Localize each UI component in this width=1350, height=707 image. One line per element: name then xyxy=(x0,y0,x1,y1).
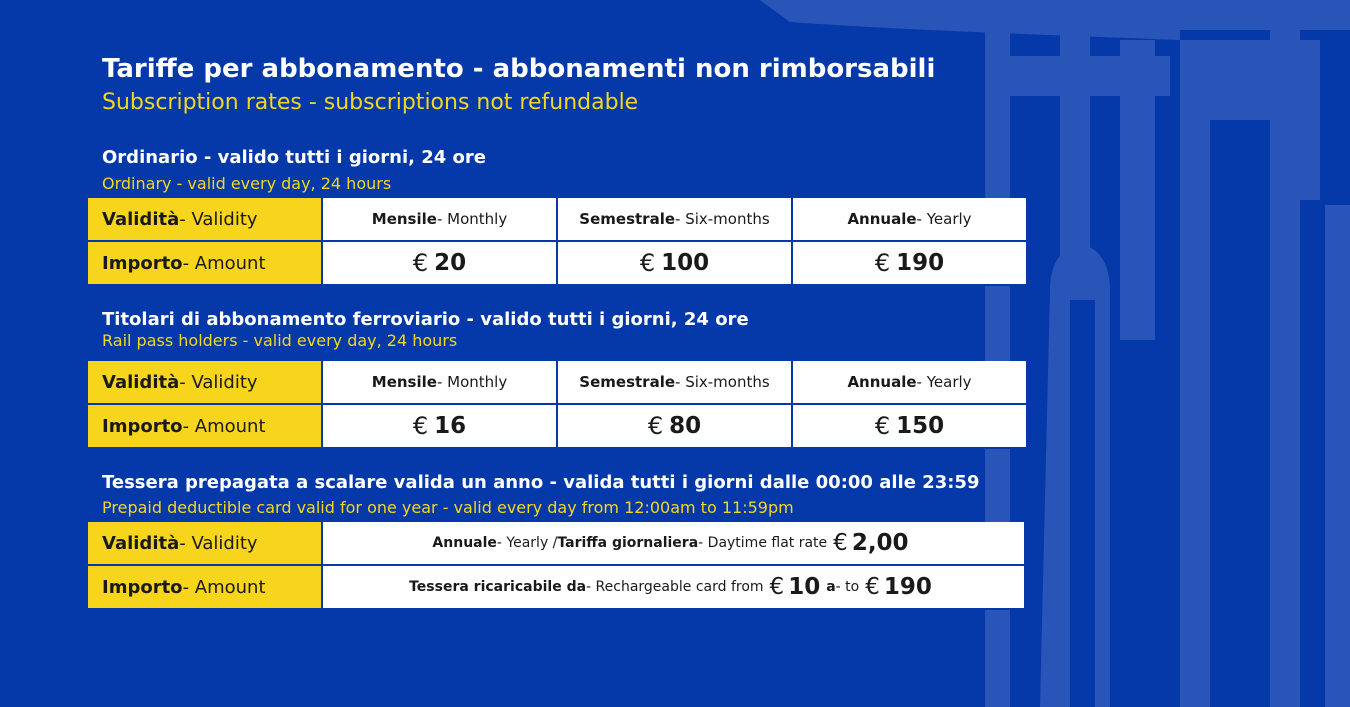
rail-rates-table xyxy=(88,361,1029,449)
prepaid-daily-rate: Annuale - Yearly / Tariffa giornaliera - Daytime flat rate € 2,00 xyxy=(323,522,1024,564)
prepaid-heading: Tessera prepagata a scalare valida un anno - valida tutti i giorni dalle 00:00 alle 23:59 xyxy=(102,472,980,493)
rail-heading: Titolari di abbonamento ferroviario - valido tutti i giorni, 24 ore xyxy=(102,309,749,330)
monthly-price: € 20 xyxy=(323,242,556,284)
ordinary-subheading: Ordinary - valid every day, 24 hours xyxy=(102,174,392,193)
rail-subheading: Rail pass holders - valid every day, 24 hours xyxy=(102,331,458,350)
monthly-price: € 16 xyxy=(323,405,556,447)
yearly-price: € 150 xyxy=(793,405,1026,447)
prepaid-rates-table xyxy=(88,522,1029,610)
semester-period: Semestrale - Six-months xyxy=(558,361,791,403)
page-subtitle: Subscription rates - subscriptions not refundable xyxy=(102,90,639,115)
amount-label: Importo - Amount xyxy=(88,242,321,284)
yearly-period: Annuale - Yearly xyxy=(793,361,1026,403)
validity-label: Validità - Validity xyxy=(88,361,321,403)
amount-label: Importo - Amount xyxy=(88,566,321,608)
prepaid-card-range: Tessera ricaricabile da - Rechargeable card from € 10 a - to € 190 xyxy=(323,566,1024,608)
semester-period: Semestrale - Six-months xyxy=(558,198,791,240)
semester-price: € 80 xyxy=(558,405,791,447)
semester-price: € 100 xyxy=(558,242,791,284)
monthly-period: Mensile - Monthly xyxy=(323,198,556,240)
prepaid-subheading: Prepaid deductible card valid for one year - valid every day from 12:00am to 11:59pm xyxy=(102,498,794,517)
yearly-period: Annuale - Yearly xyxy=(793,198,1026,240)
validity-label: Validità - Validity xyxy=(88,198,321,240)
validity-label: Validità - Validity xyxy=(88,522,321,564)
yearly-price: € 190 xyxy=(793,242,1026,284)
ordinary-heading: Ordinario - valido tutti i giorni, 24 ore xyxy=(102,147,487,168)
amount-label: Importo - Amount xyxy=(88,405,321,447)
page-title: Tariffe per abbonamento - abbonamenti non rimborsabili xyxy=(102,54,936,84)
ordinary-rates-table xyxy=(88,198,1029,286)
monthly-period: Mensile - Monthly xyxy=(323,361,556,403)
